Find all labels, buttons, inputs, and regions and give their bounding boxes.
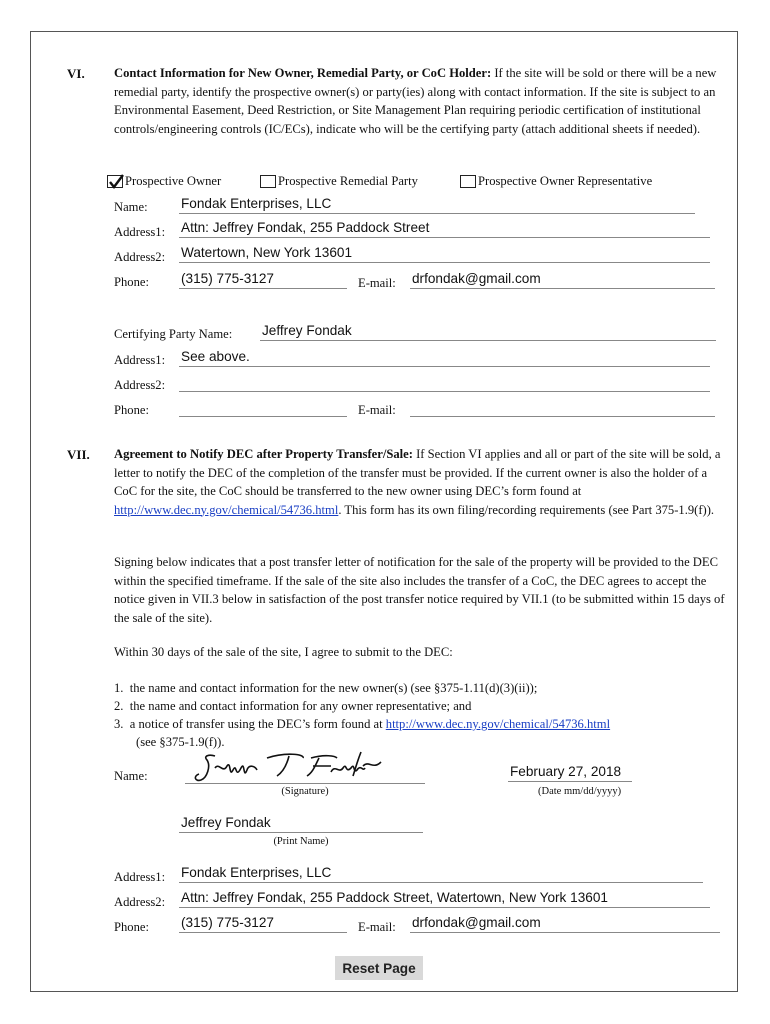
certifying-party-name-field[interactable]: Jeffrey Fondak xyxy=(260,322,716,341)
address1-label: Address1: xyxy=(114,353,166,367)
email-label: E-mail: xyxy=(358,276,396,290)
reset-page-button[interactable]: Reset Page xyxy=(335,956,423,980)
owner-address1-field[interactable]: Attn: Jeffrey Fondak, 255 Paddock Street xyxy=(179,219,710,238)
section-7-title: Agreement to Notify DEC after Property Transfer/Sale: xyxy=(114,447,413,461)
list-item: 1. the name and contact information for the new owner(s) (see §375-1.11(d)(3)(ii)); xyxy=(114,681,538,695)
signer-address2-field[interactable]: Attn: Jeffrey Fondak, 255 Paddock Street, Watertown, New York 13601 xyxy=(179,889,710,908)
checkbox-label: Prospective Owner xyxy=(125,174,222,188)
signature-caption: (Signature) xyxy=(281,786,329,797)
checkbox-prospective-owner[interactable] xyxy=(107,174,221,189)
signer-email-field[interactable]: drfondak@gmail.com xyxy=(410,914,720,933)
certifying-address1-field[interactable]: See above. xyxy=(179,348,710,367)
print-name-field[interactable]: Jeffrey Fondak xyxy=(179,814,423,833)
signature-image xyxy=(185,750,425,784)
address2-label: Address2: xyxy=(114,250,166,264)
owner-email-field[interactable]: drfondak@gmail.com xyxy=(410,270,715,289)
owner-address2-field[interactable]: Watertown, New York 13601 xyxy=(179,244,710,263)
name-label: Name: xyxy=(114,769,148,783)
section-6-intro xyxy=(114,64,726,138)
checkbox-label: Prospective Owner Representative xyxy=(478,174,653,188)
section-6-body: If the site will be sold or there will be a new remedial party, identify the prospective owner(s) or party(ies) along with contact information. If the site is subject to an Environmental Easement, Deed Restriction, or Site Management Plan requiring periodic certification of institutional controls/engineering controls (IC/ECs), indicate who will be the certifying party (attach additional sheets if needed). xyxy=(114,66,717,136)
checkbox-label: Prospective Remedial Party xyxy=(278,174,418,188)
address2-label: Address2: xyxy=(114,895,166,909)
email-label: E-mail: xyxy=(358,403,396,417)
print-name-caption: (Print Name) xyxy=(273,836,329,847)
section-7-paragraph-2: Signing below indicates that a post transfer letter of notification for the sale of the property will be provided to the DEC within the specified timeframe. If the sale of the site also includes the transfer of a CoC, the DEC agrees to accept the notice given in VII.3 below in satisfaction of the post transfer notice required by VII.1 (to be submitted within 15 days of the sale of the site). xyxy=(114,555,725,625)
signer-phone-field[interactable]: (315) 775-3127 xyxy=(179,914,347,933)
list-item: 3. a notice of transfer using the DEC’s form found at http://www.dec.ny.gov/chemical/54736.html (see §375-1.9(f)). xyxy=(114,717,611,749)
signature-date-field[interactable]: February 27, 2018 xyxy=(508,763,632,782)
phone-label: Phone: xyxy=(114,275,149,289)
checkbox-empty-icon xyxy=(460,175,476,188)
certifying-party-name-label: Certifying Party Name: xyxy=(114,327,233,341)
email-label: E-mail: xyxy=(358,920,396,934)
signer-address1-field[interactable]: Fondak Enterprises, LLC xyxy=(179,864,703,883)
address1-label: Address1: xyxy=(114,870,166,884)
checkbox-checked-icon xyxy=(107,175,123,188)
list-item: 2. the name and contact information for any owner representative; and xyxy=(114,699,472,713)
section-7-number: VII. xyxy=(67,447,90,462)
dec-form-link[interactable]: http://www.dec.ny.gov/chemical/54736.html xyxy=(385,717,611,731)
checkbox-empty-icon xyxy=(260,175,276,188)
section-6-title: Contact Information for New Owner, Remedial Party, or CoC Holder: xyxy=(114,66,492,80)
certifying-email-field[interactable] xyxy=(410,398,715,417)
owner-phone-field[interactable]: (315) 775-3127 xyxy=(179,270,347,289)
address1-label: Address1: xyxy=(114,225,166,239)
address2-label: Address2: xyxy=(114,378,166,392)
owner-name-field[interactable]: Fondak Enterprises, LLC xyxy=(179,195,695,214)
section-6-number: VI. xyxy=(67,66,85,81)
dec-form-link[interactable]: http://www.dec.ny.gov/chemical/54736.html xyxy=(114,502,339,517)
certifying-address2-field[interactable] xyxy=(179,373,710,392)
phone-label: Phone: xyxy=(114,920,149,934)
checkbox-prospective-remedial-party[interactable] xyxy=(260,174,418,189)
certifying-phone-field[interactable] xyxy=(179,398,347,417)
phone-label: Phone: xyxy=(114,403,149,417)
section-7-paragraph-1: Agreement to Notify DEC after Property Transfer/Sale: If Section VI applies and all or part of the site will be sold, a letter to notify the DEC of the completion of the transfer must be provided. If the current owner is also the holder of a CoC for the site, the CoC should be transferred to the new owner using DEC’s form found at http://www.dec.ny.gov/chemical/54736.html. This form has its own filing/recording requirements (see Part 375-1.9(f)). xyxy=(114,447,721,517)
name-label: Name: xyxy=(114,200,148,214)
date-caption: (Date mm/dd/yyyy) xyxy=(538,786,622,797)
checkbox-prospective-owner-representative[interactable] xyxy=(460,174,652,189)
section-7-paragraph-3: Within 30 days of the sale of the site, I agree to submit to the DEC: xyxy=(114,645,453,659)
